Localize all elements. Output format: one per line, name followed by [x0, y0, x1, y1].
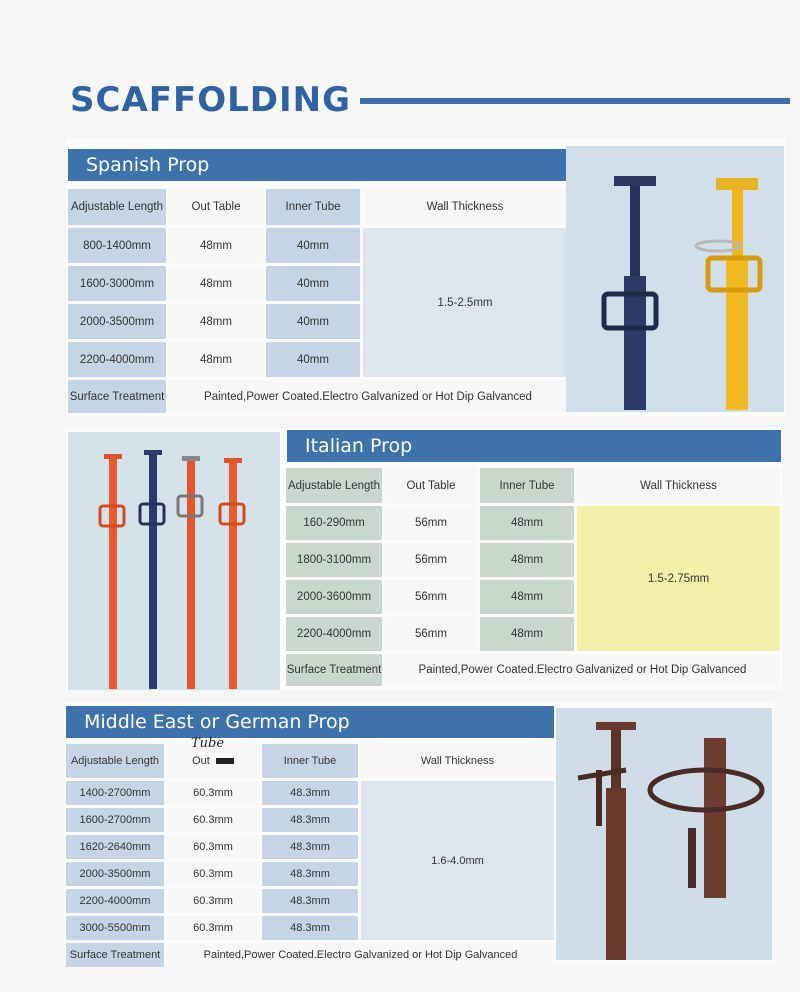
table-row-length: 800-1400mm: [68, 228, 166, 263]
table-row-length: 1400-2700mm: [66, 781, 164, 805]
spanish-prop-photo: [566, 146, 784, 412]
italian-prop-photo: [68, 432, 280, 690]
handwritten-note: Tube: [191, 736, 225, 751]
surface-treatment-value: Painted,Power Coated.Electro Galvanized or Hot Dip Galvanced: [167, 943, 554, 967]
header-adjustable-length: Adjustable Length: [68, 189, 166, 225]
header-inner-tube: Inner Tube: [266, 189, 360, 225]
header-inner-tube: Inner Tube: [262, 744, 358, 778]
header-surface-treatment: Surface Treatment: [66, 943, 164, 967]
table-row-inner: 40mm: [266, 266, 360, 301]
table-row-length: 2200-4000mm: [286, 617, 382, 651]
table-row-length: 1600-3000mm: [68, 266, 166, 301]
table-row-out: 56mm: [385, 543, 477, 577]
surface-treatment-value: Painted,Power Coated.Electro Galvanized or Hot Dip Galvanced: [385, 654, 780, 686]
strikethrough-mark: [216, 758, 234, 764]
wall-thickness-value: 1.6-4.0mm: [361, 781, 554, 940]
table-row-length: 2000-3500mm: [68, 304, 166, 339]
table-row-out: 60.3mm: [167, 889, 259, 913]
table-row-length: 2200-4000mm: [66, 889, 164, 913]
header-inner-tube: Inner Tube: [480, 468, 574, 503]
table-row-length: 2000-3500mm: [66, 862, 164, 886]
table-row-length: 2000-3600mm: [286, 580, 382, 614]
header-wall-thickness: Wall Thickness: [577, 468, 780, 503]
wall-thickness-value: 1.5-2.75mm: [577, 506, 780, 651]
table-row-inner: 40mm: [266, 228, 360, 263]
surface-treatment-value: Painted,Power Coated.Electro Galvanized or Hot Dip Galvanced: [169, 380, 567, 413]
table-row-out: 48mm: [169, 304, 263, 339]
table-row-out: 60.3mm: [167, 835, 259, 859]
spanish-banner: Spanish Prop: [68, 149, 568, 181]
german-prop-photo: [556, 708, 772, 960]
header-surface-treatment: Surface Treatment: [68, 380, 166, 413]
header-out-label: Out: [192, 755, 210, 767]
table-row-length: 160-290mm: [286, 506, 382, 540]
table-row-inner: 40mm: [266, 304, 360, 339]
table-row-inner: 48mm: [480, 506, 574, 540]
table-row-inner: 48.3mm: [262, 916, 358, 940]
header-adjustable-length: Adjustable Length: [66, 744, 164, 778]
table-row-inner: 40mm: [266, 342, 360, 377]
table-row-out: 48mm: [169, 228, 263, 263]
table-row-inner: 48.3mm: [262, 862, 358, 886]
table-row-inner: 48mm: [480, 543, 574, 577]
german-table: [63, 736, 557, 970]
table-row-length: 2200-4000mm: [68, 342, 166, 377]
page-title: SCAFFOLDING: [70, 80, 352, 120]
spanish-table: [65, 186, 570, 416]
table-row-inner: 48.3mm: [262, 808, 358, 832]
wall-thickness-value: 1.5-2.5mm: [363, 228, 567, 377]
table-row-out: 56mm: [385, 580, 477, 614]
table-row-out: 56mm: [385, 506, 477, 540]
header-wall-thickness: Wall Thickness: [363, 189, 567, 225]
table-row-inner: 48.3mm: [262, 889, 358, 913]
table-row-out: 60.3mm: [167, 808, 259, 832]
header-out-table: Out Table: [169, 189, 263, 225]
table-row-inner: 48.3mm: [262, 781, 358, 805]
table-row-out: 48mm: [169, 266, 263, 301]
italian-table: [283, 465, 783, 689]
header-adjustable-length: Adjustable Length: [286, 468, 382, 503]
header-surface-treatment: Surface Treatment: [286, 654, 382, 686]
header-out-table: Out Table: [385, 468, 477, 503]
table-row-length: 1800-3100mm: [286, 543, 382, 577]
german-banner: Middle East or German Prop: [66, 706, 554, 738]
table-row-length: 3000-5500mm: [66, 916, 164, 940]
header-wall-thickness: Wall Thickness: [361, 744, 554, 778]
italian-banner: Italian Prop: [287, 430, 781, 462]
table-row-out: 60.3mm: [167, 916, 259, 940]
table-row-inner: 48.3mm: [262, 835, 358, 859]
table-row-inner: 48mm: [480, 580, 574, 614]
table-row-length: 1620-2640mm: [66, 835, 164, 859]
title-rule: [360, 98, 790, 104]
table-row-out: 56mm: [385, 617, 477, 651]
table-row-out: 48mm: [169, 342, 263, 377]
table-row-out: 60.3mm: [167, 781, 259, 805]
table-row-length: 1600-2700mm: [66, 808, 164, 832]
table-row-out: 60.3mm: [167, 862, 259, 886]
header-out-tube: [167, 736, 259, 778]
table-row-inner: 48mm: [480, 617, 574, 651]
